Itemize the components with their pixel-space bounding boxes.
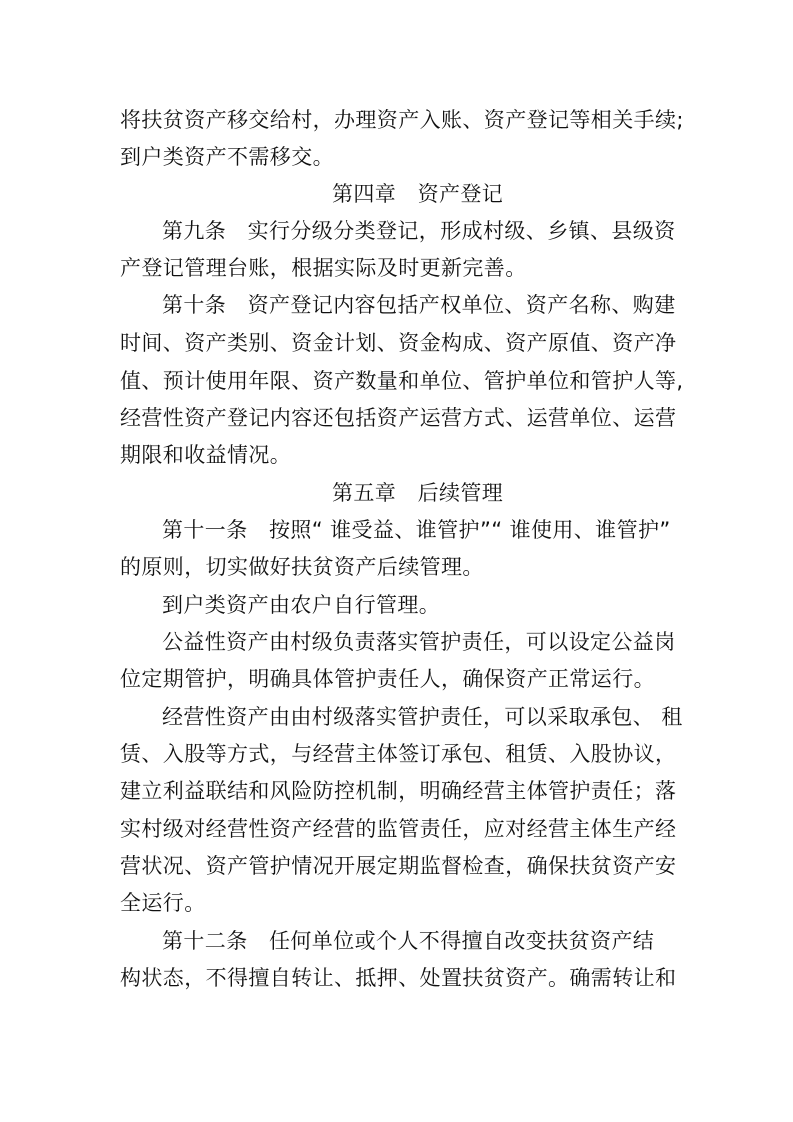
- text-line: 公益性资产由村级负责落实管护责任，可以设定公益岗: [162, 630, 676, 654]
- text-line: 到户类资产不需移交。: [120, 145, 334, 169]
- text-line: 将扶贫资产移交给村，办理资产入账、资产登记等相关手续;: [120, 108, 684, 132]
- text-line: 到户类资产由农户自行管理。: [162, 593, 441, 617]
- text-line: 时间、资产类别、资金计划、资金构成、资产原值、资产净: [120, 331, 677, 355]
- article-line: 第十条 资产登记内容包括产权单位、资产名称、购建: [162, 293, 676, 317]
- text-line: 期限和收益情况。: [120, 443, 292, 467]
- text-line: 营状况、资产管护情况开展定期监督检查，确保扶贫资产安: [120, 854, 677, 878]
- text-line: 全运行。: [120, 891, 206, 915]
- text-line: 构状态，不得擅自转让、抵押、处置扶贫资产。确需转让和: [120, 966, 677, 990]
- text-line: 的原则，切实做好扶贫资产后续管理。: [120, 555, 484, 579]
- text-line: 产登记管理台账，根据实际及时更新完善。: [120, 256, 527, 280]
- text-line: 赁、入股等方式，与经营主体签订承包、租赁、入股协议，: [120, 742, 677, 766]
- article-line: 第十二条 任何单位或个人不得擅自改变扶贫资产结: [162, 929, 655, 953]
- text-line: 经营性资产由由村级落实管护责任，可以采取承包、 租: [162, 705, 683, 729]
- text-line: 位定期管护，明确具体管护责任人，确保资产正常运行。: [120, 667, 655, 691]
- chapter-heading: 第五章 后续管理: [332, 481, 504, 505]
- text-line: 建立利益联结和风险防控机制，明确经营主体管护责任；落: [120, 779, 677, 803]
- article-line: 第十一条 按照“ 谁受益、谁管护”“ 谁使用、谁管护”: [162, 518, 671, 542]
- text-line: 值、预计使用年限、资产数量和单位、管护单位和管护人等,: [120, 369, 684, 393]
- text-line: 实村级对经营性资产经营的监管责任，应对经营主体生产经: [120, 817, 677, 841]
- article-line: 第九条 实行分级分类登记，形成村级、乡镇、县级资: [162, 219, 676, 243]
- chapter-heading: 第四章 资产登记: [332, 182, 504, 206]
- text-line: 经营性资产登记内容还包括资产运营方式、运营单位、运营: [120, 406, 677, 430]
